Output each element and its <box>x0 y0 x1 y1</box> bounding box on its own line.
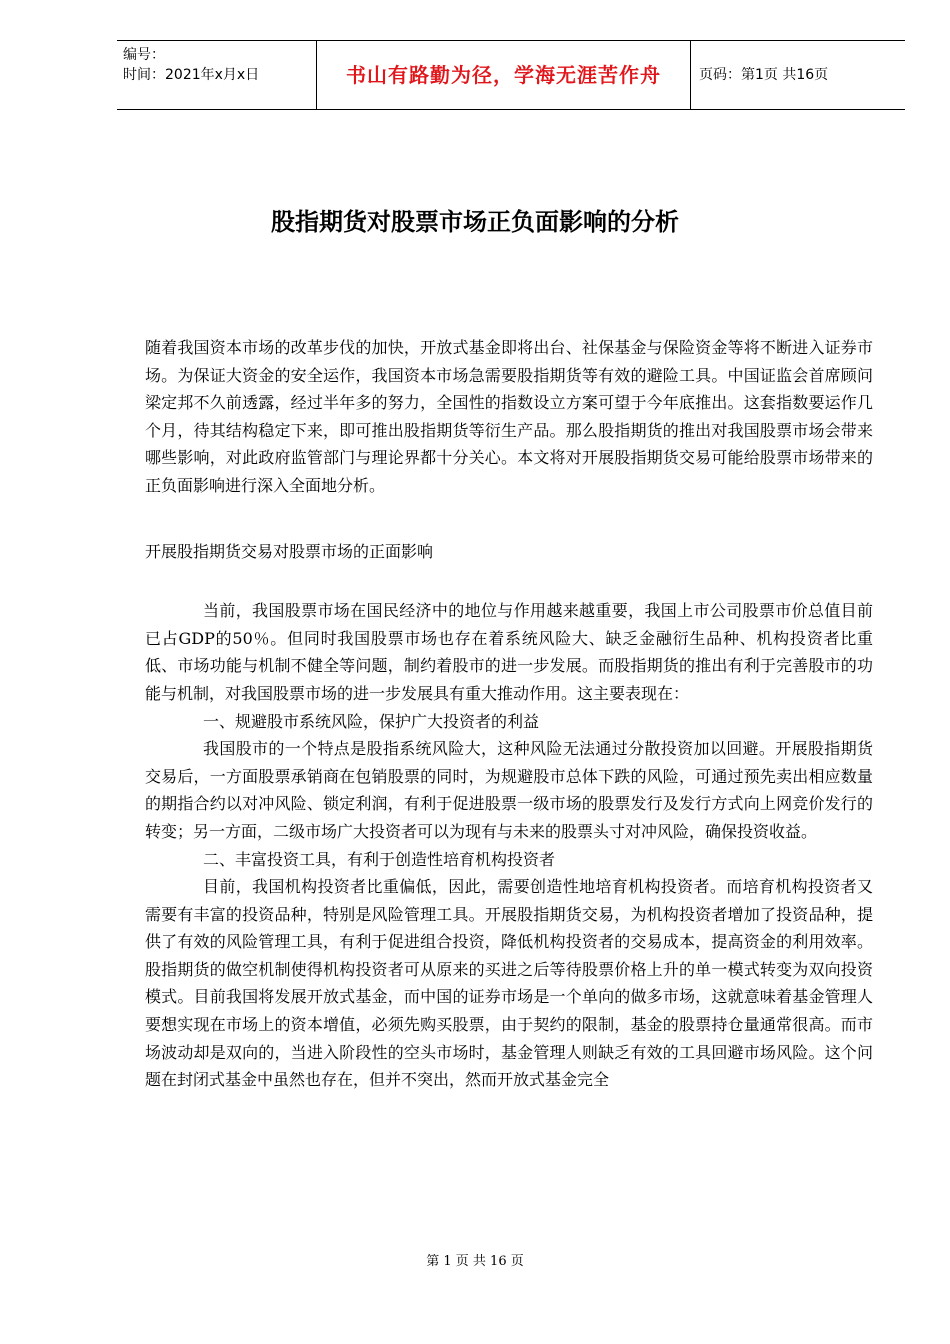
document-body <box>145 334 873 1094</box>
body-paragraph: 我国股市的一个特点是股指系统风险大，这种风险无法通过分散投资加以回避。开展股指期货交易后，一方面股票承销商在包销股票的同时，为规避股市总体下跌的风险，可通过预先卖出相应数量的期指合约以对冲风险、锁定利润，有利于促进股票一级市场的股票发行及发行方式向上网竞价发行的转变；另一方面，二级市场广大投资者可以为现有与未来的股票头寸对冲风险，确保投资收益。 <box>145 739 873 841</box>
document-time: 时间：2021年x月x日 <box>123 67 260 83</box>
header-page-number: 页码：第1页 共16页 <box>699 67 829 83</box>
header-motto-cell <box>316 41 691 109</box>
page-header <box>117 40 905 110</box>
page-footer: 第 1 页 共 16 页 <box>426 1254 524 1269</box>
document-title: 股指期货对股票市场正负面影响的分析 <box>271 208 679 236</box>
intro-paragraph: 随着我国资本市场的改革步伐的加快，开放式基金即将出台、社保基金与保险资金等将不断进入证券市场。为保证大资金的安全运作，我国资本市场急需要股指期货等有效的避险工具。中国证监会首席顾问梁定邦不久前透露，经过半年多的努力，全国性的指数设立方案可望于今年底推出。这套指数要运作几个月，待其结构稳定下来，即可推出股指期货等衍生产品。那么股指期货的推出对我国股票市场会带来哪些影响，对此政府监管部门与理论界都十分关心。本文将对开展股指期货交易可能给股票市场带来的正负面影响进行深入全面地分析。 <box>145 338 873 495</box>
body-paragraph: 目前，我国机构投资者比重偏低，因此，需要创造性地培育机构投资者。而培育机构投资者又需要有丰富的投资品种，特别是风险管理工具。开展股指期货交易，为机构投资者增加了投资品种，提供了有效的风险管理工具，有利于促进组合投资，降低机构投资者的交易成本，提高资金的利用效率。股指期货的做空机制使得机构投资者可从原来的买进之后等待股票价格上升的单一模式转变为双向投资模式。目前我国将发展开放式基金，而中国的证券市场是一个单向的做多市场，这就意味着基金管理人要想实现在市场上的资本增值，必须先购买股票，由于契约的限制，基金的股票持仓量通常很高。而市场波动却是双向的，当进入阶段性的空头市场时，基金管理人则缺乏有效的工具回避市场风险。这个问题在封闭式基金中虽然也存在，但并不突出，然而开放式基金完全 <box>145 877 873 1090</box>
header-motto: 书山有路勤为径，学海无涯苦作舟 <box>346 63 661 87</box>
section-heading: 开展股指期货交易对股票市场的正面影响 <box>145 541 434 561</box>
subheading: 一、规避股市系统风险，保护广大投资者的利益 <box>203 711 540 731</box>
header-page-cell <box>691 41 905 109</box>
document-number: 编号： <box>123 47 165 63</box>
body-paragraph: 当前，我国股票市场在国民经济中的地位与作用越来越重要，我国上市公司股票市价总值目前已占GDP的50％。但同时我国股票市场也存在着系统风险大、缺乏金融衍生品种、机构投资者比重低、市场功能与机制不健全等问题，制约着股市的进一步发展。而股指期货的推出有利于完善股市的功能与机制，对我国股票市场的进一步发展具有重大推动作用。这主要表现在： <box>145 601 873 703</box>
subheading: 二、丰富投资工具，有利于创造性培育机构投资者 <box>203 849 556 869</box>
header-meta-cell <box>117 41 315 109</box>
